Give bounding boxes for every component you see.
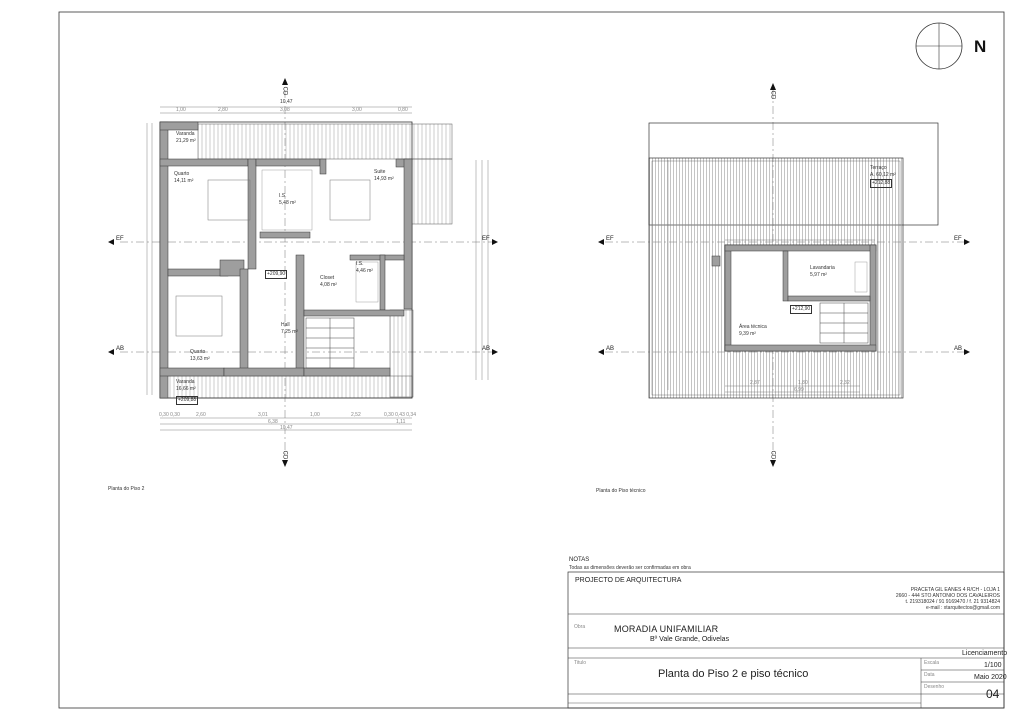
escala-label: Escala [924, 660, 940, 666]
desenho-label: Desenho [924, 684, 945, 690]
building-type: MORADIA UNIFAMILIAR [614, 624, 719, 634]
section-marker-ab-left: AB [116, 346, 125, 352]
tech-dim-1: 2,87 [750, 380, 760, 386]
dim-top-2: 2,80 [218, 107, 228, 113]
tech-section-cd-top: CD [769, 90, 776, 100]
titulo-label: Titulo [574, 660, 587, 666]
dim-bottom-2: 2,60 [196, 412, 206, 418]
dim-top-4: 3,00 [352, 107, 362, 113]
dim-bottom2-1: 6,38 [268, 419, 278, 425]
room-is-1: I.S. 5,48 m² [279, 193, 296, 206]
firm-address: PRACETA GIL EANES 4 R/CH - LOJA 1 2660 - 444 STO ANTONIO DOS CAVALEIROS t. 219318024 / 91 9169470 / f. 21 9314824 e-mail : xtarquitectos@gmail.com [895, 587, 1000, 611]
data-label: Data [924, 672, 935, 678]
dim-bottom-3: 3,01 [258, 412, 268, 418]
plan-caption-floor2: Planta do Piso 2 [108, 486, 145, 492]
room-terraco: Terraço A. 60,12 m² [870, 165, 896, 178]
floor2-plan [108, 78, 498, 467]
section-marker-ab-right: AB [482, 346, 491, 352]
room-quarto-2: Quarto 13,63 m² [190, 349, 210, 362]
scale-value: 1/100 [984, 662, 1002, 669]
sheet-number: 04 [986, 687, 1000, 701]
project-heading: PROJECTO DE ARQUITECTURA [575, 577, 682, 584]
dim-overall-bottom: 10,47 [280, 425, 293, 431]
notes-heading: NOTAS [569, 557, 590, 563]
obra-label: Obra [574, 624, 586, 630]
level-marker-terraco: +212,88 [872, 180, 891, 186]
room-lavandaria: Lavandaria 5,97 m² [810, 265, 835, 278]
room-is-2: I.S. 4,46 m² [356, 261, 373, 274]
room-hall: Hall 7,25 m² [281, 322, 298, 335]
room-suite: Suite 14,93 m² [374, 169, 394, 182]
tech-section-cd-bottom: CD [769, 450, 776, 460]
level-marker-2: +209,88 [178, 397, 197, 403]
building-location: Bº Vale Grande, Odivelas [650, 636, 730, 643]
room-area-tecnica: Área técnica 9,39 m² [739, 324, 767, 337]
date-value: Maio 2020 [974, 674, 1007, 681]
room-varanda-south: Varanda 16,66 m² [176, 379, 196, 392]
dim-top-1: 1,00 [176, 107, 186, 113]
dim-top-3: 3,08 [280, 107, 290, 113]
section-marker-cd-bottom: CD [281, 450, 288, 460]
dim-bottom2-2: 1,11 [396, 419, 406, 425]
north-arrow [916, 23, 962, 69]
north-label: N [974, 37, 987, 56]
drawing-title: Planta do Piso 2 e piso técnico [658, 668, 809, 680]
dim-top-5: 0,80 [398, 107, 408, 113]
dim-bottom-5: 2,52 [351, 412, 361, 418]
tech-section-ef-right: EF [954, 236, 962, 242]
level-marker-1: +209,90 [267, 271, 286, 277]
room-closet: Closet 4,08 m² [320, 275, 337, 288]
dim-overall-top: 10,47 [280, 99, 293, 105]
tech-section-ab-right: AB [954, 346, 963, 352]
dim-bottom-1: 0,30 0,30 [159, 412, 180, 418]
tech-section-ef-left: EF [606, 236, 614, 242]
plan-caption-technical: Planta do Piso técnico [596, 488, 646, 494]
phase-label: Licenciamento [962, 650, 1008, 657]
tech-dim-overall: 6,99 [794, 387, 804, 393]
technical-plan [598, 83, 970, 467]
level-marker-tech: +212,90 [792, 306, 811, 312]
dim-bottom-6: 0,30 0,43 0,34 [384, 412, 416, 418]
tech-dim-3: 2,32 [840, 380, 850, 386]
room-varanda-north: Varanda 21,29 m² [176, 131, 196, 144]
notes-text: Todas as dimensões deverão ser confirmadas em obra [569, 565, 691, 571]
section-marker-ef-left: EF [116, 236, 124, 242]
section-marker-cd-top: CD [281, 86, 288, 96]
dim-bottom-4: 1,00 [310, 412, 320, 418]
tech-section-ab-left: AB [606, 346, 615, 352]
room-quarto-1: Quarto 14,11 m² [174, 171, 194, 184]
tech-dim-2: 1,80 [798, 380, 808, 386]
section-marker-ef-right: EF [482, 236, 490, 242]
